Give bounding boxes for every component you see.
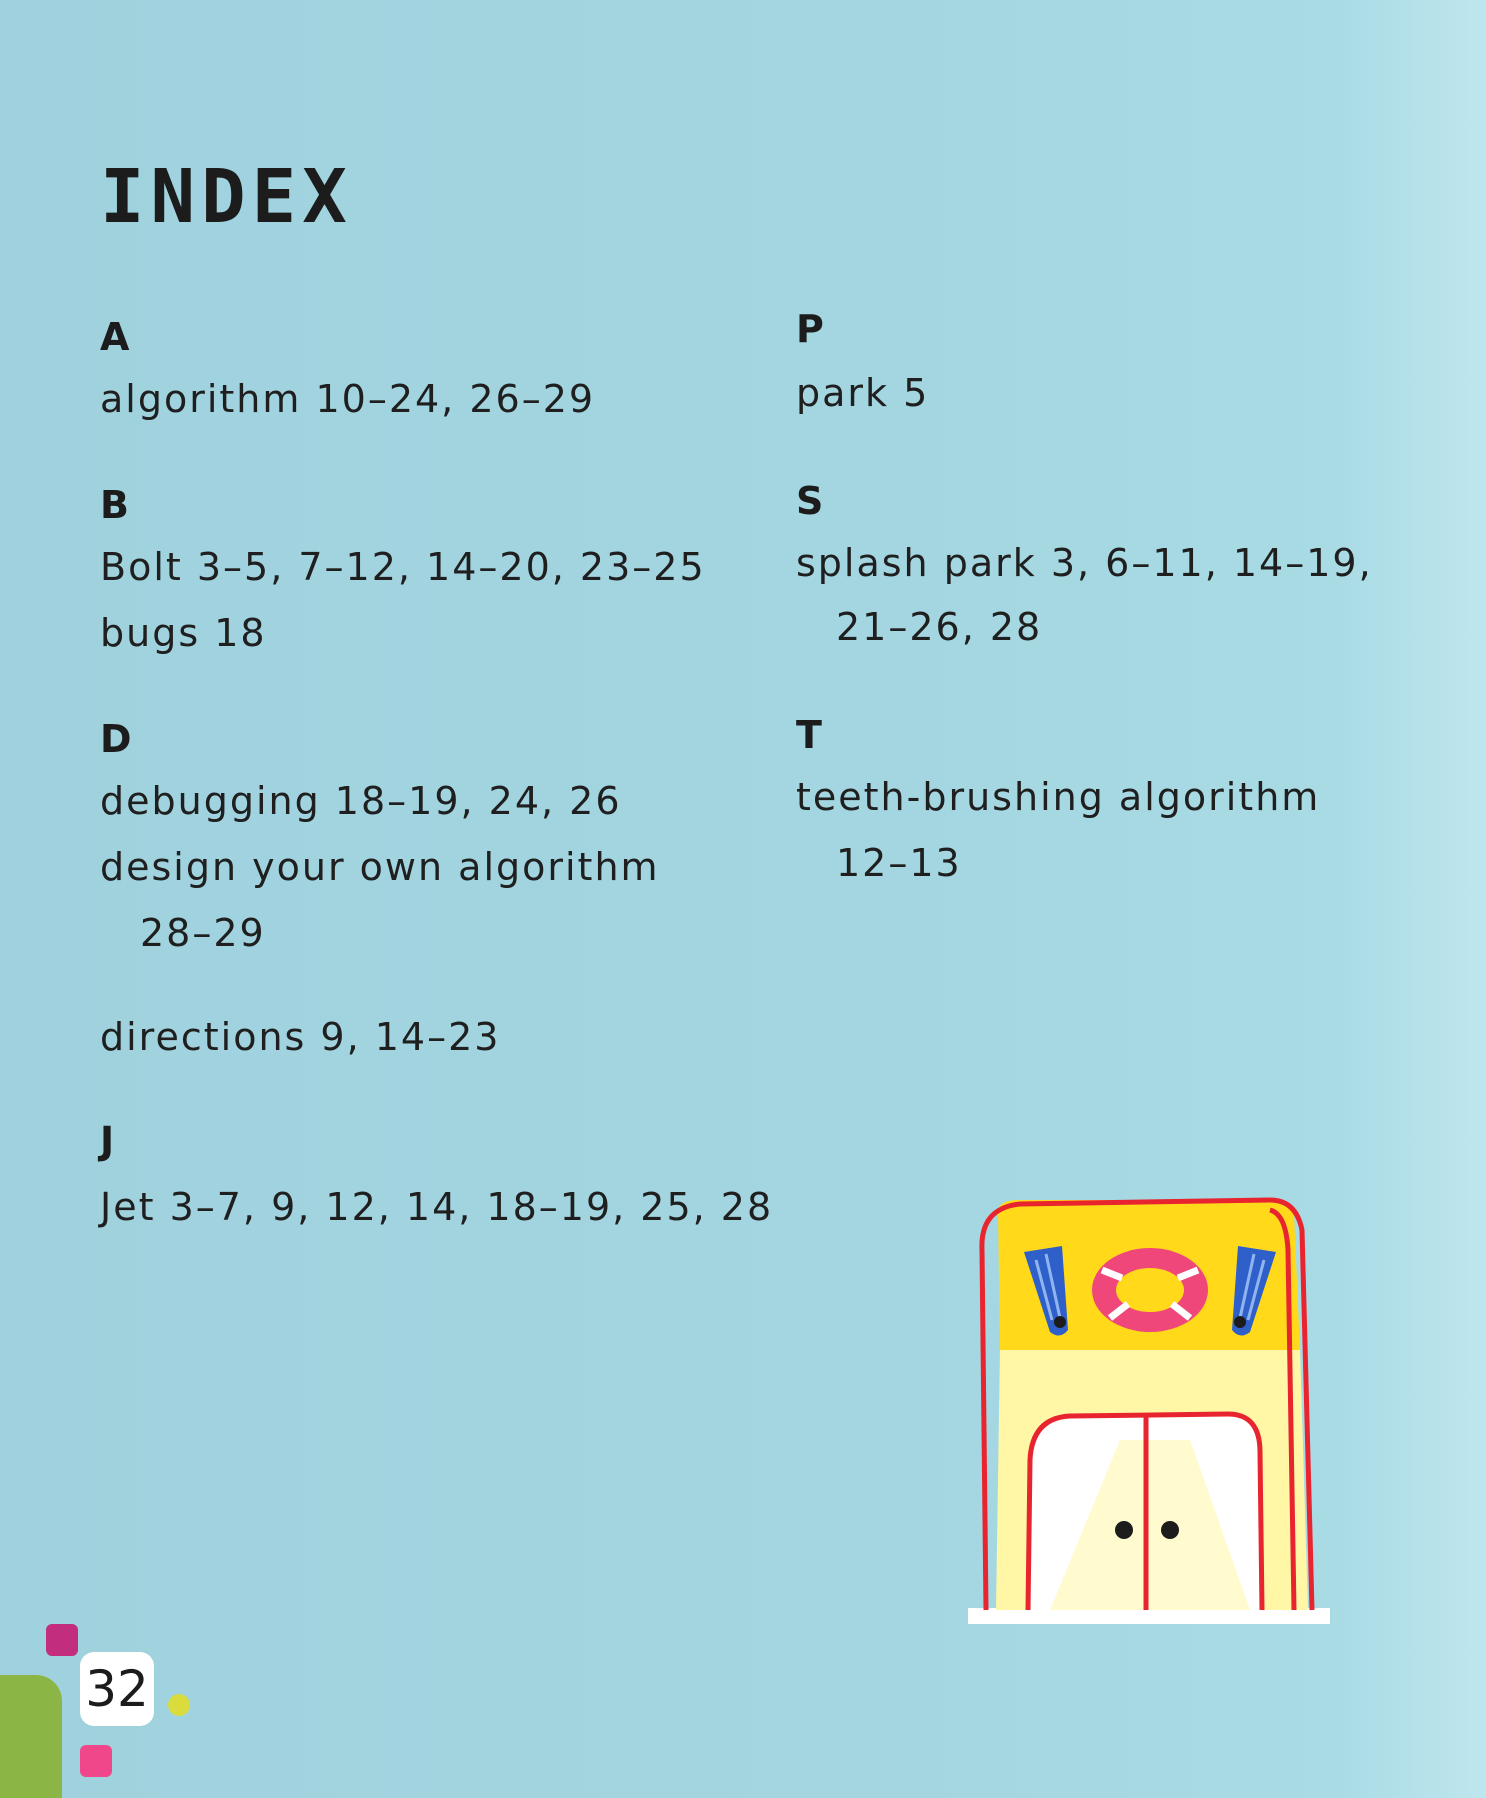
index-entry-park: park 5: [796, 371, 930, 415]
index-entry-bolt: Bolt 3–5, 7–12, 14–20, 23–25: [100, 545, 706, 589]
decor-dot-yellow: [168, 1694, 190, 1716]
door-knob-right: [1161, 1521, 1179, 1539]
changing-booth-illustration: [960, 1190, 1340, 1630]
index-entry-algorithm: algorithm 10–24, 26–29: [100, 377, 596, 421]
index-letter-a: A: [100, 315, 130, 359]
booth-base: [968, 1608, 1330, 1624]
corner-accent: [0, 1675, 62, 1798]
index-entry-design: design your own algorithm: [100, 845, 660, 889]
index-entry-debugging: debugging 18–19, 24, 26: [100, 779, 622, 823]
door-knob-left: [1115, 1521, 1133, 1539]
index-letter-t: T: [796, 713, 822, 757]
index-entry-splash-park: splash park 3, 6–11, 14–19,: [796, 541, 1373, 585]
index-entry-jet: Jet 3–7, 9, 12, 14, 18–19, 25, 28: [100, 1185, 774, 1229]
page-title: INDEX: [100, 154, 353, 240]
index-entry-teeth-brushing: teeth-brushing algorithm: [796, 775, 1321, 819]
index-entry-directions: directions 9, 14–23: [100, 1015, 501, 1059]
index-entry-teeth-brushing-pages: 12–13: [836, 841, 962, 885]
decor-square-pink: [80, 1745, 112, 1777]
page-number: 32: [80, 1652, 154, 1726]
index-letter-p: P: [796, 307, 824, 351]
index-entry-splash-park-pages: 21–26, 28: [836, 605, 1043, 649]
index-entry-bugs: bugs 18: [100, 611, 267, 655]
life-ring-icon: [1092, 1248, 1208, 1332]
decor-square-magenta: [46, 1624, 78, 1656]
index-letter-s: S: [796, 479, 824, 523]
index-entry-design-pages: 28–29: [140, 911, 266, 955]
index-letter-d: D: [100, 717, 132, 761]
index-letter-j: J: [100, 1119, 115, 1163]
index-letter-b: B: [100, 483, 129, 527]
